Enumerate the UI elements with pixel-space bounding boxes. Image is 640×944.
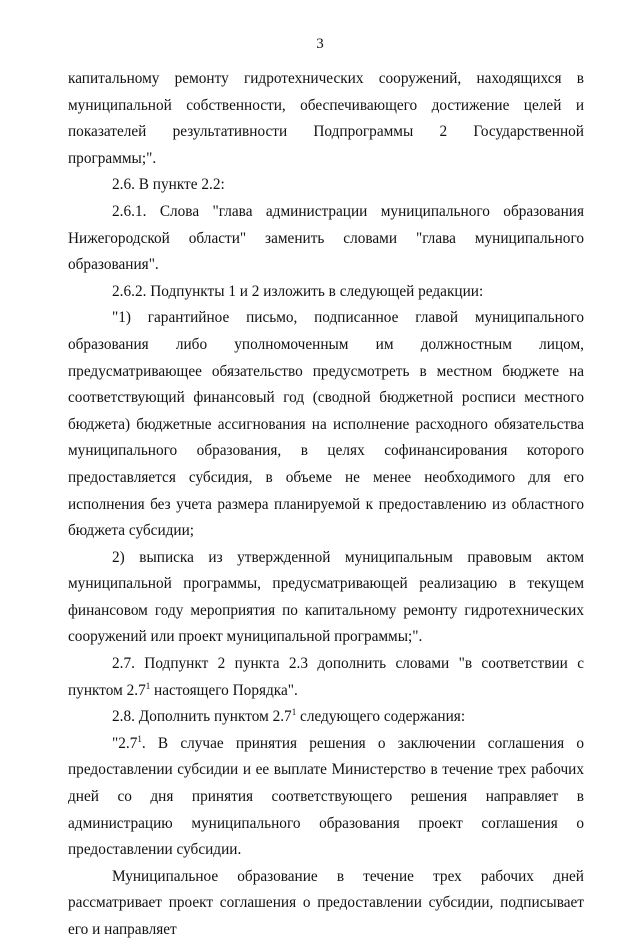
paragraph-subitem-1: "1) гарантийное письмо, подписанное главой муниципального образования либо уполномоченным им должностным лицом, предусматривающее обязательство предусмотреть в местном бюджете на соответствующий финансовый год (сводной бюджетной росписи местного бюджета) бюджетные ассигнования на исполнение расходного обязательства муниципального образования, в целях софинансирования которого предоставляется субсидия, в объеме не менее необходимого для его исполнения без учета размера планируемой к предоставлению из областного бюджета субсидии; [68,309,584,540]
paragraph-continuation: капитальному ремонту гидротехнических сооружений, находящихся в муниципальной собственности, обеспечивающего достижение целей и показателей результативности Подпрограммы 2 Государственной программы;". [68,70,584,167]
document-body [68,66,584,944]
paragraph-municipality: Муниципальное образование в течение трех рабочих дней рассматривает проект соглашения о предоставлении субсидии, подписывает его и направляет [68,867,584,938]
paragraph-subitem-2: 2) выписка из утвержденной муниципальным правовым актом муниципальной программы, предусматривающей реализацию в текущем финансовом году мероприятия по капитальному ремонту гидротехнических сооружений или проект муниципальной программы;". [68,548,584,646]
paragraph-2-7: 2.7. Подпункт 2 пункта 2.3 дополнить словами "в соответствии с пунктом $2.7^1$ настоящего Порядка". [68,655,584,699]
page-number: 3 [316,36,324,52]
paragraph-2-8: 2.8. Дополнить пунктом $2.7^1$ следующего содержания: [112,707,466,726]
paragraph-2-6-1: 2.6.1. Слова "глава администрации муниципального образования Нижегородской области" заменить словами "глава муниципального образования". [68,202,584,274]
paragraph-2-6: 2.6. В пункте 2.2: [112,176,225,194]
paragraph-2-7-1: "$2.7^1$. В случае принятия решения о заключении соглашения о предоставлении субсидии и ее выплате Министерство в течение трех рабочих дней со дня принятия соответствующего решения направляет в администрацию муниципального образования проект соглашения о предоставлении субсидии. [68,733,584,859]
paragraph-2-6-2: 2.6.2. Подпункты 1 и 2 изложить в следующей редакции: [112,282,484,300]
